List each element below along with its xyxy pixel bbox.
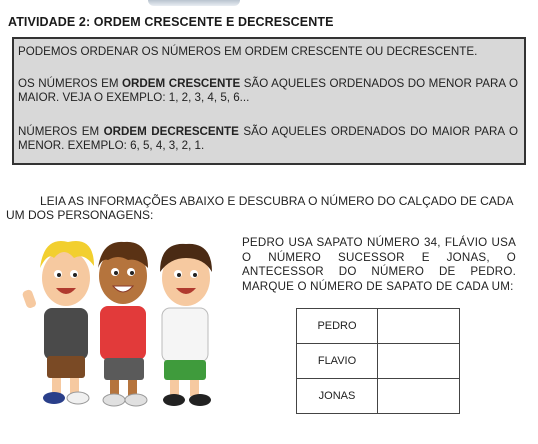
answer-cell[interactable] bbox=[378, 344, 460, 379]
boy-dark-hair bbox=[160, 244, 212, 406]
header-decoration bbox=[148, 0, 240, 6]
info-intro: PODEMOS ORDENAR OS NÚMEROS EM ORDEM CRESCENTE OU DECRESCENTE. bbox=[18, 45, 478, 58]
term-crescente: ORDEM CRESCENTE bbox=[122, 77, 241, 90]
boy-brown-hair bbox=[98, 242, 148, 406]
table-row bbox=[297, 344, 460, 379]
info-decrescente: NÚMEROS EM ORDEM DECRESCENTE SÃO AQUELES ORDENADOS DO MAIOR PARA O MENOR. EXEMPLO: 6, 5, 4, 3, 2, 1. bbox=[18, 125, 518, 152]
answer-table bbox=[296, 308, 460, 414]
table-row bbox=[297, 379, 460, 414]
info-crescente: OS NÚMEROS EM ORDEM CRESCENTE SÃO AQUELES ORDENADOS DO MENOR PARA O MAIOR. VEJA O EXEMPLO: 1, 2, 3, 4, 5, 6... bbox=[18, 77, 518, 104]
answer-cell[interactable] bbox=[378, 309, 460, 344]
three-boys-illustration bbox=[14, 228, 238, 412]
instructions-text: LEIA AS INFORMAÇÕES ABAIXO E DESCUBRA O NÚMERO DO CALÇADO DE CADA UM DOS PERSONAGENS: bbox=[6, 194, 513, 222]
answer-cell[interactable] bbox=[378, 379, 460, 414]
row-name: FLAVIO bbox=[297, 344, 378, 379]
row-name: PEDRO bbox=[297, 309, 378, 344]
info-box bbox=[12, 37, 526, 165]
table-row bbox=[297, 309, 460, 344]
row-name: JONAS bbox=[297, 379, 378, 414]
term-decrescente: ORDEM DECRESCENTE bbox=[103, 125, 239, 138]
puzzle-text: PEDRO USA SAPATO NÚMERO 34, FLÁVIO USA O NÚMERO SUCESSOR E JONAS, O ANTECESSOR DO NÚMERO DE PEDRO. MARQUE O NÚMERO DE SAPATO DE CADA UM: bbox=[242, 236, 516, 294]
page-title: ATIVIDADE 2: ORDEM CRESCENTE E DECRESCENTE bbox=[8, 15, 334, 29]
boy-blond bbox=[22, 241, 94, 404]
